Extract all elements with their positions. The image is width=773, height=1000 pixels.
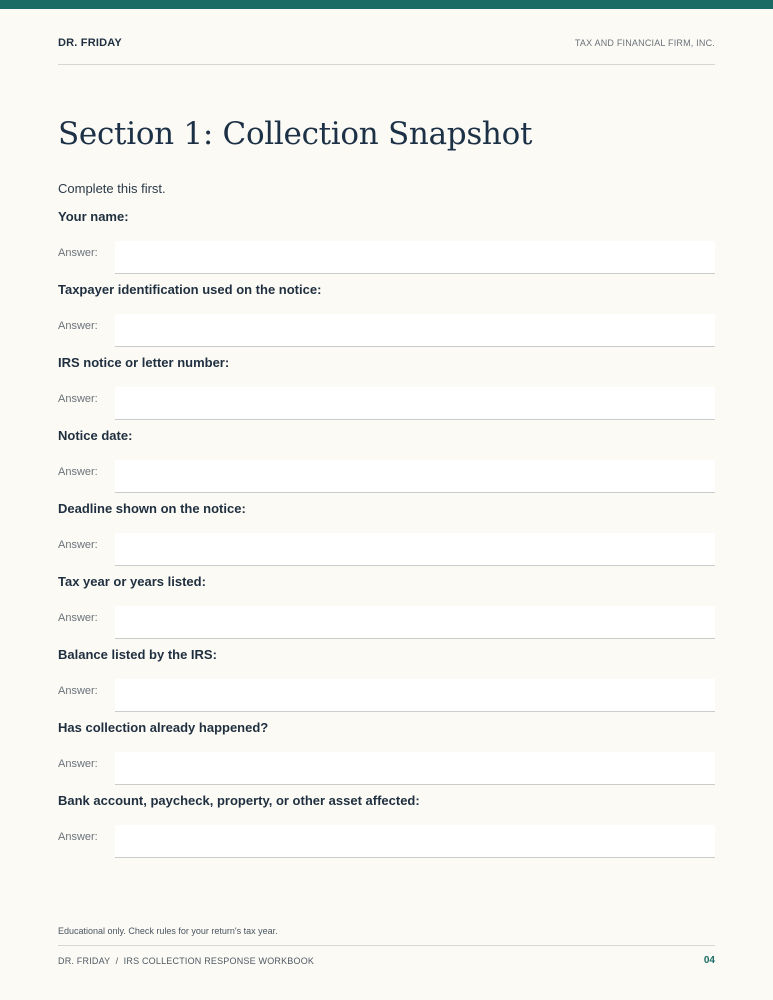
- question-list: [58, 209, 715, 866]
- question-label: Balance listed by the IRS:: [58, 647, 217, 662]
- question-item: [58, 720, 715, 793]
- answer-field[interactable]: [115, 533, 715, 566]
- page-header: [58, 37, 715, 65]
- answer-field[interactable]: [115, 460, 715, 493]
- question-item: [58, 282, 715, 355]
- section-title: Section 1: Collection Snapshot: [58, 116, 533, 152]
- question-item: [58, 501, 715, 574]
- question-item: [58, 355, 715, 428]
- answer-label: Answer:: [58, 466, 98, 478]
- question-label: Bank account, paycheck, property, or other asset affected:: [58, 793, 420, 808]
- question-label: Deadline shown on the notice:: [58, 501, 246, 516]
- answer-label: Answer:: [58, 539, 98, 551]
- answer-label: Answer:: [58, 393, 98, 405]
- page-number: 04: [703, 955, 715, 966]
- answer-label: Answer:: [58, 247, 98, 259]
- answer-field[interactable]: [115, 387, 715, 420]
- brand-name: DR. FRIDAY: [58, 37, 122, 49]
- answer-label: Answer:: [58, 831, 98, 843]
- question-item: [58, 574, 715, 647]
- question-item: [58, 793, 715, 866]
- question-label: Has collection already happened?: [58, 720, 269, 735]
- footer-title: DR. FRIDAY / IRS COLLECTION RESPONSE WORKBOOK: [58, 956, 315, 966]
- answer-field[interactable]: [115, 752, 715, 785]
- answer-label: Answer:: [58, 758, 98, 770]
- answer-label: Answer:: [58, 612, 98, 624]
- question-label: Notice date:: [58, 428, 133, 443]
- answer-field[interactable]: [115, 825, 715, 858]
- question-label: IRS notice or letter number:: [58, 355, 230, 370]
- answer-field[interactable]: [115, 679, 715, 712]
- answer-label: Answer:: [58, 320, 98, 332]
- top-accent-bar: [0, 0, 773, 9]
- question-label: Taxpayer identification used on the notice:: [58, 282, 322, 297]
- answer-label: Answer:: [58, 685, 98, 697]
- answer-field[interactable]: [115, 314, 715, 347]
- disclaimer-note: Educational only. Check rules for your return's tax year.: [58, 926, 278, 936]
- question-label: Your name:: [58, 209, 129, 224]
- answer-field[interactable]: [115, 606, 715, 639]
- question-item: [58, 647, 715, 720]
- firm-name: TAX AND FINANCIAL FIRM, INC.: [574, 38, 715, 48]
- page-footer: [58, 945, 715, 976]
- answer-field[interactable]: [115, 241, 715, 274]
- question-label: Tax year or years listed:: [58, 574, 206, 589]
- question-item: [58, 209, 715, 282]
- question-item: [58, 428, 715, 501]
- section-intro: Complete this first.: [58, 181, 166, 196]
